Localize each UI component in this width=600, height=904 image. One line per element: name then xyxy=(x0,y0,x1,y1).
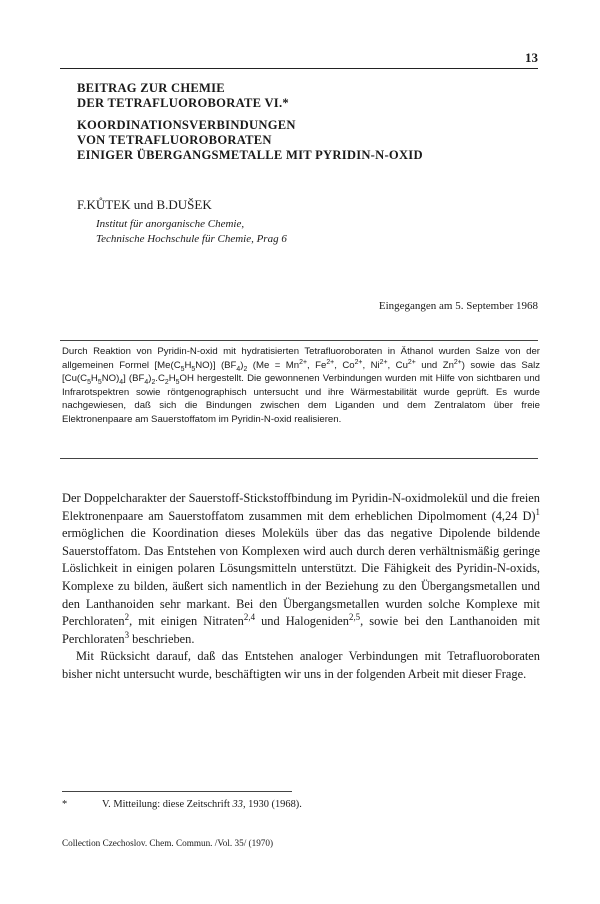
received-date: Eingegangen am 5. September 1968 xyxy=(378,300,538,312)
affiliation-line: Technische Hochschule für Chemie, Prag 6 xyxy=(96,233,287,245)
title-line: VON TETRAFLUOROBORATEN xyxy=(77,133,272,147)
abstract: Durch Reaktion von Pyridin-N-oxid mit hydratisierten Tetrafluoroboraten in Äthanol wurden Salze von der allgemeinen Formel $[Me(C_5H_5NO)]$ $(BF_4)_2$ ($Me = Mn^{2+}$, $Fe^{2+}$, $Co^{2+}$, $Ni^{2+}$, $Cu^{2+}$ und $Zn^{2+}$) sowie das Salz $[Cu(C_5H_5NO)_4]$ $(BF_4)_2.C_2H_5OH$ hergestellt. Die gewonnenen Verbindungen wurden mit Hilfe von sichtbaren und Infrarotspektren sowie röntgenographisch untersucht und ihre Wärmestabilität wurde geprüft. Es wurde nachgewiesen, daß sich die Bindungen zwischen dem Liganden und dem Zentralatom über freie Elektronenpaare am Sauerstoffatom im Pyridin-N-oxid realisieren. xyxy=(62,346,540,425)
article-title xyxy=(77,81,547,163)
page-number: 13 xyxy=(525,50,538,65)
body-text xyxy=(62,490,540,684)
header-rule xyxy=(60,68,538,69)
title-line: KOORDINATIONSVERBINDUNGEN xyxy=(77,118,296,132)
footnote: * V. Mitteilung: diese Zeitschrift 33, 1930 (1968). xyxy=(62,799,302,810)
footnote-volume: 33, xyxy=(232,799,246,810)
journal-citation: Collection Czechoslov. Chem. Commun. /Vol. 35/ (1970) xyxy=(62,838,274,848)
title-line: BEITRAG ZUR CHEMIE xyxy=(77,81,225,95)
title-line: DER TETRAFLUOROBORATE VI.* xyxy=(77,96,289,110)
abstract-rule-bottom xyxy=(60,458,538,459)
reference-marker: 2,4 xyxy=(243,612,256,623)
abstract-rule-top xyxy=(60,340,538,341)
affiliation xyxy=(96,217,287,247)
body-paragraph: Mit Rücksicht darauf, daß das Entstehen analoger Verbindungen mit Tetrafluoroboraten bisher nicht untersucht wurde, beschäftigten wir uns in der folgenden Arbeit mit dieser Frage. xyxy=(62,649,540,681)
affiliation-line: Institut für anorganische Chemie, xyxy=(96,218,245,230)
reference-marker: 3 xyxy=(124,629,130,640)
reference-marker: 1 xyxy=(535,506,540,517)
footnote-mark: * xyxy=(62,799,68,810)
authors: F.KŮTEK und B.DUŠEK xyxy=(77,197,212,212)
reference-marker: 2,5 xyxy=(349,612,361,623)
body-paragraph: Der Doppelcharakter der Sauerstoff-Stickstoffbindung im Pyridin-N-oxidmolekül und die freien Elektronenpaare am Sauerstoffatom zusammen mit dem erheblichen Dipolmoment (4,24 D)$^1$ ermöglichen die Koordination dieses Moleküls über das das negative Dipolende bildende Sauerstoffatom. Das Entstehen von Komplexen wird auch durch deren verhältnismäßig geringe Löslichkeit in einigen polaren Lösungsmitteln unterstützt. Die Fähigkeit des Pyridin-N-oxids, Komplexe zu bilden, äußert sich namentlich in der Beziehung zu den Übergangsmetallen und den Lanthanoiden sehr markant. Bei den Übergangsmetallen wurden solche Komplexe mit Perchloraten$^2$, mit einigen Nitraten$^{2,4}$ und Halogeniden$^{2,5}$, sowie bei den Lanthanoiden mit Perchloraten$^3$ beschrieben. xyxy=(62,491,541,646)
title-line: EINIGER ÜBERGANGSMETALLE MIT PYRIDIN-N-OXID xyxy=(77,148,423,162)
reference-marker: 2 xyxy=(124,612,130,623)
footnote-rule xyxy=(62,791,292,792)
